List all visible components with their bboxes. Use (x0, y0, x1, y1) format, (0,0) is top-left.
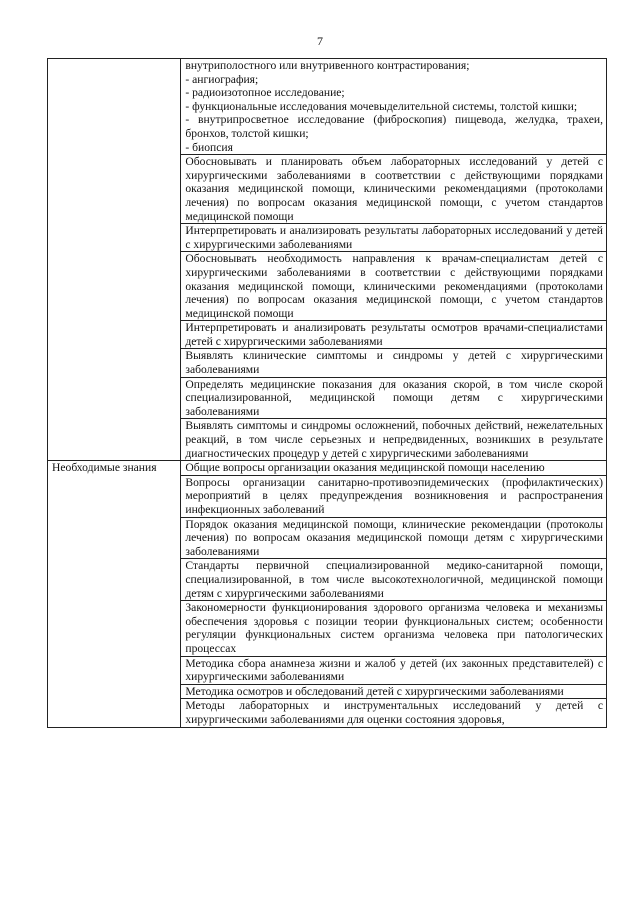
knowledge-text: Методы лабораторных и инструментальных исследований у детей с хирургическими заболеваниями для оценки состояния здоровья, (181, 699, 607, 727)
list-item: внутриполостного или внутривенного контрастирования; (185, 59, 470, 72)
list-item: - внутрипросветное исследование (фиброскопия) пищевода, желудка, трахеи, бронхов, толстой кишки; (185, 113, 603, 140)
skill-text: Обосновывать и планировать объем лабораторных исследований у детей с хирургическими заболеваниями в соответствии с действующими порядками оказания медицинской помощи, клиническими рекомендациями (протоколами лечения) по вопросам оказания медицинской помощи, с учетом стандартов медицинской помощи (181, 155, 607, 224)
knowledge-text: Стандарты первичной специализированной медико-санитарной помощи, специализированной, в том числе высокотехнологичной, медицинской помощи детям с хирургическими заболеваниями (181, 559, 607, 601)
table-row (48, 59, 607, 155)
skill-text: Определять медицинские показания для оказания скорой, в том числе скорой специализированной, медицинской помощи детям с хирургическими заболеваниями (181, 377, 607, 419)
skill-text: Интерпретировать и анализировать результаты осмотров врачами-специалистами детей с хирургическими заболеваниями (181, 321, 607, 349)
knowledge-text: Порядок оказания медицинской помощи, клинические рекомендации (протоколы лечения) по вопросам оказания медицинской помощи детям с хирургическими заболеваниями (181, 517, 607, 559)
knowledge-label: Необходимые знания (48, 461, 181, 727)
list-item: - биопсия (185, 140, 233, 154)
knowledge-text: Общие вопросы организации оказания медицинской помощи населению (181, 461, 607, 476)
knowledge-text: Методика осмотров и обследований детей с хирургическими заболеваниями (181, 684, 607, 699)
competency-table (47, 58, 607, 728)
list-item: - радиоизотопное исследование; (185, 86, 345, 100)
skill-text: Обосновывать необходимость направления к врачам-специалистам детей с хирургическими заболеваниями в соответствии с действующими порядками оказания медицинской помощи, клиническими рекомендациями (протоколами лечения) по вопросам оказания медицинской помощи, с учетом стандартов медицинской помощи (181, 252, 607, 321)
knowledge-text: Методика сбора анамнеза жизни и жалоб у детей (их законных представителей) с хирургическими заболеваниями (181, 656, 607, 684)
list-item: - ангиография; (185, 72, 259, 86)
list-item: - функциональные исследования мочевыделительной системы, толстой кишки; (185, 99, 578, 113)
knowledge-text: Закономерности функционирования здорового организма человека и механизмы обеспечения здоровья с позиции теории функциональных систем; особенности регуляции функциональных систем организма человека при патологических процессах (181, 601, 607, 656)
table-row (48, 461, 607, 476)
skills-label-cell (48, 59, 181, 461)
knowledge-text: Вопросы организации санитарно-противоэпидемических (профилактических) мероприятий в целях предупреждения возникновения и распространения инфекционных заболеваний (181, 475, 607, 517)
skill-text: Интерпретировать и анализировать результаты лабораторных исследований у детей с хирургическими заболеваниями (181, 224, 607, 252)
continuation-cell (181, 59, 607, 155)
page-number: 7 (317, 34, 323, 48)
skill-text: Выявлять клинические симптомы и синдромы у детей с хирургическими заболеваниями (181, 349, 607, 377)
skill-text: Выявлять симптомы и синдромы осложнений, побочных действий, нежелательных реакций, в том числе серьезных и непредвиденных, возникших в результате диагностических процедур у детей с хирургическими заболеваниями (181, 419, 607, 461)
